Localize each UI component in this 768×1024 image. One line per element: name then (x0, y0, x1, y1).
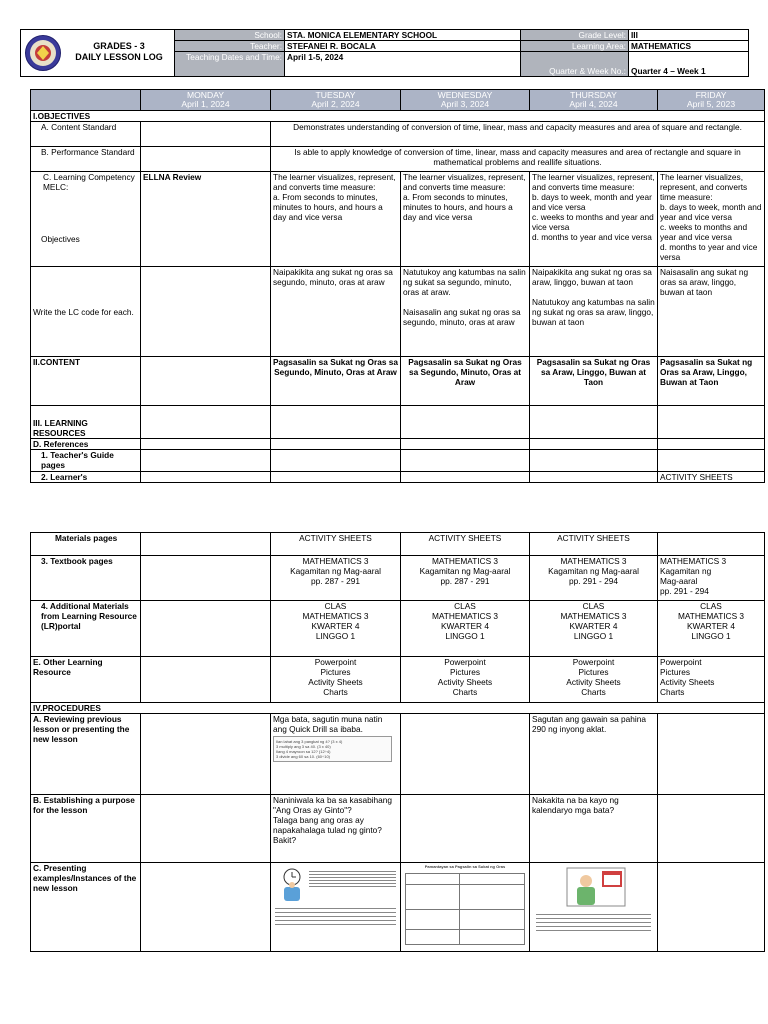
thu-content: Pagsasalin sa Sukat ng Oras sa Araw, Linggo, Buwan at Taon (530, 357, 658, 406)
calendar-icon (566, 867, 626, 907)
teacher-calendar-illustration (566, 867, 626, 907)
tue-presenting (271, 863, 401, 952)
grades-label: GRADES - 3 (93, 41, 145, 51)
dates-value: April 1-5, 2024 (285, 52, 521, 77)
thu-reviewing: Sagutan ang gawain sa pahina 290 ng inyong aklat. (530, 714, 658, 795)
mon-competency: ELLNA Review (141, 172, 271, 267)
tue-competency: The learner visualizes, represent, and converts time measure: a. From seconds to minutes, minutes to hours, and hours a day and vice versa (271, 172, 401, 267)
tue-objective-fil: Naipakikita ang sukat ng oras sa segundo, minuto, oras at araw (271, 267, 401, 357)
corner-cell (31, 90, 141, 111)
performance-standard-text: Is able to apply knowledge of conversion of time, linear, mass and capacity measures and area of rectangle and square in mathematical problems and reallife situations. (271, 147, 765, 172)
day-header-wed: WEDNESDAY April 3, 2024 (401, 90, 530, 111)
lesson-table-page1 (30, 89, 764, 483)
quick-drill-box: Ilan lahat ang 3 pangkat ng 4? (3 x 4) 3 multiply ang 3 sa 40. (3 x 40) Ilang 4 mayroon sa 12? (12÷4) 3 divide ang 60 sa 10. (60÷10) (273, 736, 392, 762)
learning-resources-heading: III. LEARNING RESOURCES (31, 406, 141, 439)
quarter-value: Quarter 4 – Week 1 (629, 52, 749, 77)
learners-materials-cont: Materials pages (31, 533, 141, 556)
learning-area-value: MATHEMATICS (629, 41, 749, 52)
wed-other: Powerpoint Pictures Activity Sheets Charts (401, 657, 530, 703)
textbook-label: 3. Textbook pages (31, 556, 141, 601)
tue-purpose: Naniniwala ka ba sa kasabihang "Ang Oras ay Ginto"? Talaga bang ang oras ay napakahalaga tulad ng ginto? Bakit? (271, 795, 401, 863)
teachers-guide-label: 1. Teacher's Guide pages (31, 450, 141, 472)
wed-additional: CLAS MATHEMATICS 3 KWARTER 4 LINGGO 1 (401, 601, 530, 657)
thu-objective-fil: Naipakikita ang sukat ng oras sa araw, linggo, buwan at taon Natutukoy ang katumbas na salin ng sukat ng oras sa araw, linggo, buwan at taon (530, 267, 658, 357)
grade-level-value: III (629, 30, 749, 41)
content-standard-text: Demonstrates understanding of conversion of time, linear, mass and capacity measures and area of square and rectangle. (271, 122, 765, 147)
wed-textbook: MATHEMATICS 3 Kagamitan ng Mag-aaral pp. 287 - 291 (401, 556, 530, 601)
quarter-label: Quarter & Week No.: (521, 52, 629, 77)
fri-objective-fil: Naisasalin ang sukat ng oras sa araw, linggo, buwan at taon (658, 267, 765, 357)
log-title: DAILY LESSON LOG (75, 52, 163, 62)
objectives-heading: I.OBJECTIVES (31, 111, 765, 122)
wed-content: Pagsasalin sa Sukat ng Oras sa Segundo, Minuto, Oras at Araw (401, 357, 530, 406)
reviewing-label: A. Reviewing previous lesson or presenting the new lesson (31, 714, 141, 795)
performance-standard-label: B. Performance Standard (31, 147, 141, 172)
fri-additional: CLAS MATHEMATICS 3 KWARTER 4 LINGGO 1 (658, 601, 765, 657)
thu-additional: CLAS MATHEMATICS 3 KWARTER 4 LINGGO 1 (530, 601, 658, 657)
lesson-table-page2 (30, 532, 764, 952)
header (20, 29, 748, 77)
school-label: School: (175, 30, 285, 41)
learning-area-label: Learning Area: (521, 41, 629, 52)
teacher-label: Teacher: (175, 41, 285, 52)
thu-presenting (530, 863, 658, 952)
wed-learners-materials: ACTIVITY SHEETS (401, 533, 530, 556)
other-resources-label: E. Other Learning Resource (31, 657, 141, 703)
header-title-cell (21, 30, 175, 77)
day-header-fri: FRIDAY April 5, 2023 (658, 90, 765, 111)
thu-purpose: Nakakita na ba kayo ng kalendaryo mga bata? (530, 795, 658, 863)
procedures-heading: IV.PROCEDURES (31, 703, 765, 714)
lc-code-label: Write the LC code for each. (31, 267, 141, 357)
fri-content: Pagsasalin sa Sukat ng Oras sa Araw, Linggo, Buwan at Taon (658, 357, 765, 406)
clock-boy-illustration (277, 868, 307, 902)
wed-objective-fil: Natutukoy ang katumbas na salin ng sukat sa segundo, minuto, oras at araw. Naisasalin ang sukat ng oras sa segundo, minuto, oras at araw (401, 267, 530, 357)
presenting-label: C. Presenting examples/Instances of the new lesson (31, 863, 141, 952)
teacher-value: STEFANEI R. BOCALA (285, 41, 521, 52)
clock-icon (277, 868, 307, 902)
thu-competency: The learner visualizes, represent, and converts time measure: b. days to week, month and year and vice versa c. weeks to months and year and vice versa d. months to year and vice versa (530, 172, 658, 267)
additional-materials-label: 4. Additional Materials from Learning Resource (LR)portal (31, 601, 141, 657)
dates-label: Teaching Dates and Time: (175, 52, 285, 77)
day-header-thu: THURSDAY April 4, 2024 (530, 90, 658, 111)
content-heading: II.CONTENT (31, 357, 141, 406)
learning-competency-label: C. Learning Competency MELC: Objectives (31, 172, 141, 267)
fri-competency: The learner visualizes, represent, and converts time measure: b. days to week, month and year and vice versa c. weeks to months and year and vice versa d. months to year and vice versa (658, 172, 765, 267)
seal-icon (26, 36, 60, 70)
thu-textbook: MATHEMATICS 3 Kagamitan ng Mag-aaral pp. 291 - 294 (530, 556, 658, 601)
objectives-label: Objectives (41, 234, 80, 244)
tue-other: Powerpoint Pictures Activity Sheets Charts (271, 657, 401, 703)
tue-content: Pagsasalin sa Sukat ng Oras sa Segundo, Minuto, Oras at Araw (271, 357, 401, 406)
conversion-table (405, 873, 525, 945)
fri-textbook: MATHEMATICS 3 Kagamitan ng Mag-aaral pp. 291 - 294 (658, 556, 765, 601)
tue-reviewing: Mga bata, sagutin muna natin ang Quick Drill sa ibaba. Ilan lahat ang 3 pangkat ng 4? (3 x 4) 3 multiply ang 3 sa 40. (3 x 40) Ilang 4 mayroon sa 12? (12÷4) 3 divide ang 60 sa 10. (60÷10) (271, 714, 401, 795)
content-standard-label: A. Content Standard (31, 122, 141, 147)
tue-learners-materials: ACTIVITY SHEETS (271, 533, 401, 556)
thu-other: Powerpoint Pictures Activity Sheets Charts (530, 657, 658, 703)
fri-other: Powerpoint Pictures Activity Sheets Charts (658, 657, 765, 703)
wed-presenting: Pamantayan sa Pagsalin sa Sukat ng Oras (401, 863, 530, 952)
references-label: D. References (31, 439, 141, 450)
wed-competency: The learner visualizes, represent, and converts time measure: a. From seconds to minutes, minutes to hours, and hours a day and vice versa (401, 172, 530, 267)
purpose-label: B. Establishing a purpose for the lesson (31, 795, 141, 863)
grade-level-label: Grade Level: (521, 30, 629, 41)
learners-materials-label: 2. Learner's (31, 472, 141, 483)
day-header-tue: TUESDAY April 2, 2024 (271, 90, 401, 111)
thu-learners-materials: ACTIVITY SHEETS (530, 533, 658, 556)
school-value: STA. MONICA ELEMENTARY SCHOOL (285, 30, 521, 41)
tue-textbook: MATHEMATICS 3 Kagamitan ng Mag-aaral pp. 287 - 291 (271, 556, 401, 601)
fri-learners-materials: ACTIVITY SHEETS (658, 472, 765, 483)
day-header-mon: MONDAY April 1, 2024 (141, 90, 271, 111)
deped-seal (25, 35, 61, 71)
story-text-lines (309, 869, 396, 889)
tue-additional: CLAS MATHEMATICS 3 KWARTER 4 LINGGO 1 (271, 601, 401, 657)
